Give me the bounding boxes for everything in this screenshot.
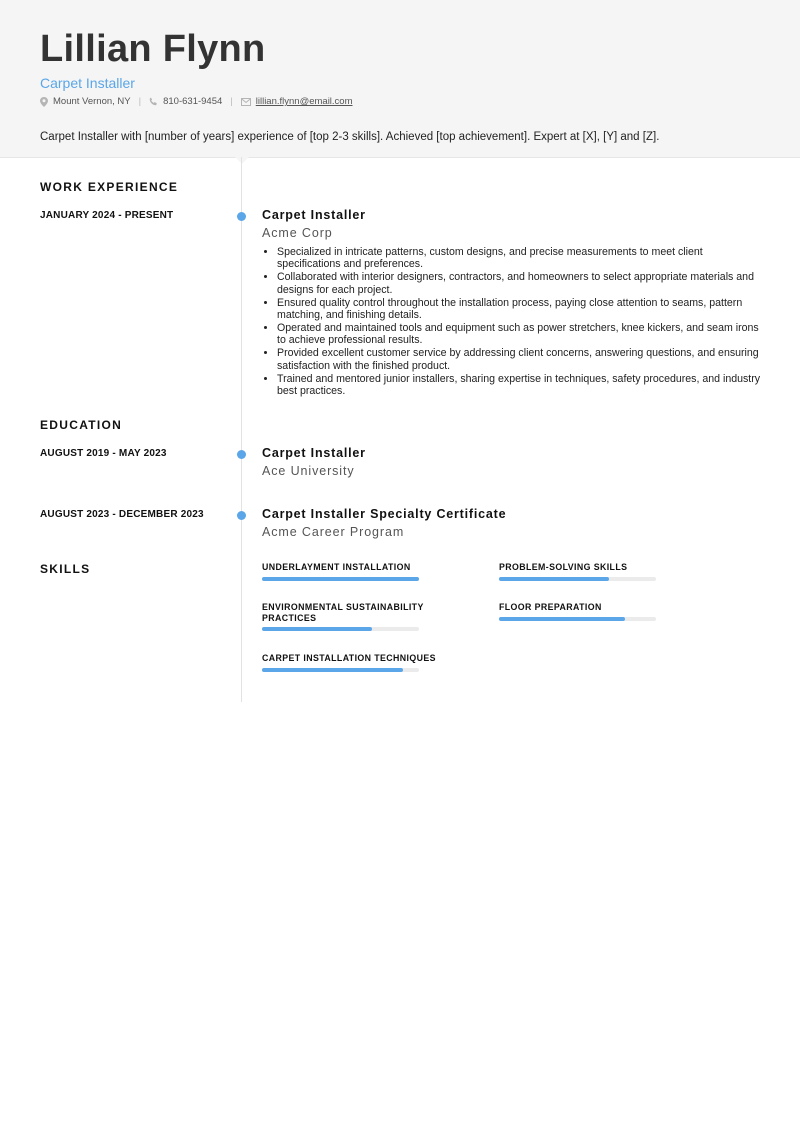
skill-bar-fill — [499, 577, 609, 581]
skill-item — [499, 602, 659, 621]
location-text: Mount Vernon, NY — [53, 96, 131, 107]
education-title: Carpet Installer — [262, 446, 366, 460]
envelope-icon — [241, 98, 251, 106]
work-bullets — [262, 246, 767, 398]
work-date: JANUARY 2024 - PRESENT — [40, 210, 174, 221]
skill-name: FLOOR PREPARATION — [499, 602, 602, 612]
skill-bar-fill — [499, 617, 625, 621]
skill-bar-fill — [262, 668, 403, 672]
list-item: • Provided excellent customer service by addressing client concerns, answering questions, and ensuring satisfaction with the finished product. — [277, 347, 767, 372]
list-item: • Collaborated with interior designers, contractors, and homeowners to select appropriate materials and designs for each project. — [277, 271, 767, 296]
timeline-dot — [237, 450, 246, 459]
phone-icon — [149, 97, 158, 106]
contact-location — [40, 96, 131, 107]
section-title-education: EDUCATION — [40, 418, 123, 432]
email-link[interactable]: lillian.flynn@email.com — [255, 96, 353, 107]
section-title-skills: SKILLS — [40, 562, 91, 576]
skill-item — [262, 653, 462, 672]
timeline-dot — [237, 511, 246, 520]
timeline-dot — [237, 212, 246, 221]
skill-bar-fill — [262, 627, 372, 631]
location-pin-icon — [40, 97, 48, 107]
skill-bar — [499, 577, 656, 581]
list-item: • Trained and mentored junior installers, sharing expertise in techniques, safety procedures, and industry best practices. — [277, 373, 767, 398]
education-title: Carpet Installer Specialty Certificate — [262, 507, 507, 521]
separator: | — [138, 96, 142, 107]
list-item: • Operated and maintained tools and equipment such as power stretchers, knee kickers, and seam irons to achieve professional results. — [277, 322, 767, 347]
header-notch — [235, 157, 249, 164]
phone-text: 810-631-9454 — [163, 96, 223, 107]
skill-name: PROBLEM-SOLVING SKILLS — [499, 562, 628, 572]
list-item: • Ensured quality control throughout the installation process, paying close attention to seams, pattern matching, and finishing details. — [277, 297, 767, 322]
contact-email — [241, 96, 353, 107]
skill-item — [499, 562, 659, 581]
skill-name: ENVIRONMENTAL SUSTAINABILITY PRACTICES — [262, 602, 424, 623]
timeline-line — [241, 157, 242, 702]
job-title: Carpet Installer — [40, 75, 135, 91]
skill-name: UNDERLAYMENT INSTALLATION — [262, 562, 411, 572]
summary-text: Carpet Installer with [number of years] experience of [top 2-3 skills]. Achieved [top achievement]. Expert at [X], [Y] and [Z]. — [40, 131, 660, 143]
work-title: Carpet Installer — [262, 208, 366, 222]
candidate-name: Lillian Flynn — [40, 28, 266, 70]
contact-phone — [149, 96, 222, 107]
skill-bar-fill — [262, 577, 419, 581]
contact-info — [40, 96, 353, 107]
work-company: Acme Corp — [262, 226, 333, 240]
skill-item — [262, 602, 462, 631]
section-title-work: WORK EXPERIENCE — [40, 180, 179, 194]
education-school: Ace University — [262, 464, 355, 478]
skill-bar — [499, 617, 656, 621]
list-item: • Specialized in intricate patterns, custom designs, and precise measurements to meet client specifications and preferences. — [277, 246, 767, 271]
skill-bar — [262, 577, 419, 581]
skill-bar — [262, 627, 419, 631]
resume-header — [0, 0, 800, 158]
education-date: AUGUST 2019 - MAY 2023 — [40, 448, 167, 459]
skill-item — [262, 562, 422, 581]
education-school: Acme Career Program — [262, 525, 405, 539]
skill-bar — [262, 668, 419, 672]
skill-name: CARPET INSTALLATION TECHNIQUES — [262, 653, 436, 663]
education-date: AUGUST 2023 - DECEMBER 2023 — [40, 509, 204, 520]
separator: | — [230, 96, 233, 107]
